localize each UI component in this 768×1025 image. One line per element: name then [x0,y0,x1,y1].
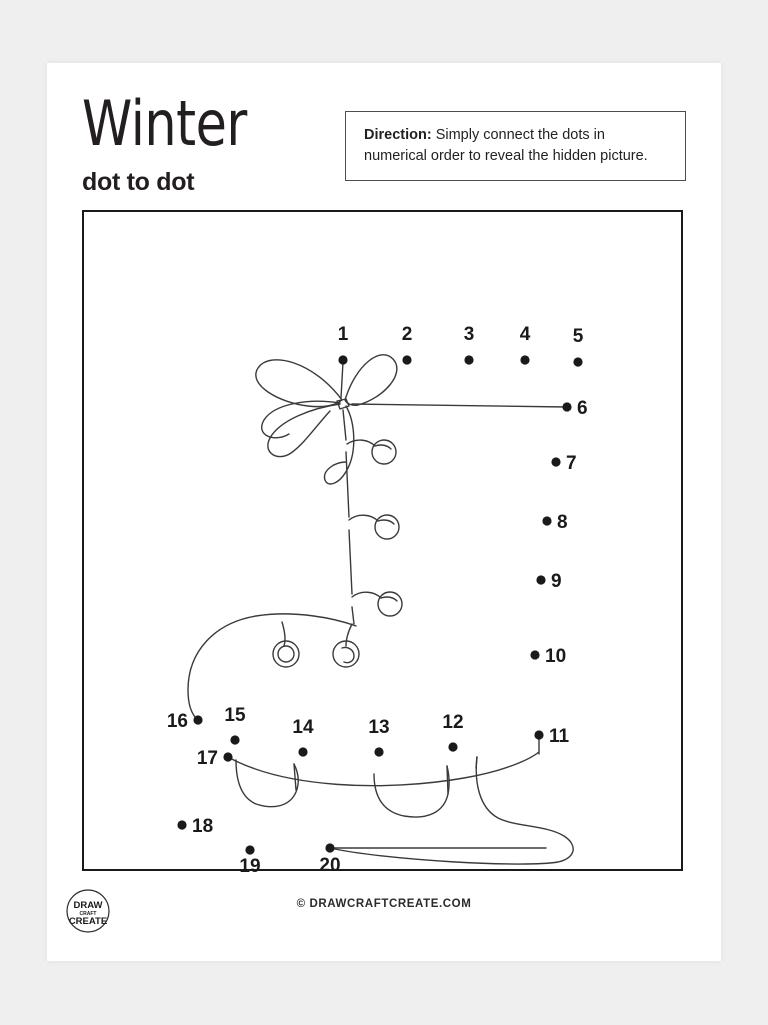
dot-marker[interactable] [230,735,239,744]
eyelet-1-ring [372,440,396,464]
dot-7[interactable] [551,453,576,474]
dot-label: 15 [224,705,246,726]
dot-marker[interactable] [223,752,232,761]
page-title: Winter [82,88,247,161]
dot-label: 2 [401,324,413,345]
dot-label: 11 [549,726,570,747]
dot-marker[interactable] [551,457,560,466]
dot-marker[interactable] [520,355,529,364]
dot-label: 12 [442,712,464,733]
collar-eyelet-a-stem [282,622,285,646]
dot-13[interactable] [368,717,389,757]
bow-tail-right [325,406,354,484]
dot-marker[interactable] [530,650,539,659]
direction-label: Direction: [364,127,432,143]
dot-9[interactable] [536,571,561,592]
skate-outline [188,355,573,864]
eyelet-3-inner [381,597,397,601]
dot-marker[interactable] [562,402,571,411]
eyelet-2-band [349,515,378,521]
draw-craft-create-logo-icon [65,888,111,934]
direction-text [364,125,669,166]
dot-8[interactable] [542,512,567,533]
dot-label: 1 [337,324,349,345]
dot-19[interactable] [239,845,260,873]
logo-line3: CREATE [68,916,108,927]
worksheet-header [47,63,721,210]
collar-eyelet-a-inner [278,646,294,662]
dot-label: 3 [463,324,475,345]
footer-website-url: © DRAWCRAFTCREATE.COM [296,898,472,910]
dot-1[interactable] [338,324,349,365]
puzzle-frame [82,210,683,871]
boot-tongue-edge-lower [352,607,354,624]
eyelet-1-band [347,440,375,446]
lace-top-strand [341,362,343,398]
dot-10[interactable] [530,646,566,667]
dot-marker[interactable] [245,845,254,854]
dot-marker[interactable] [374,747,383,756]
blade-support-left [236,760,298,807]
dot-marker[interactable] [402,355,411,364]
dot-label: 6 [577,398,588,419]
worksheet-sheet [47,63,721,961]
boot-sole-curve [228,752,539,786]
dot-label: 13 [368,717,390,738]
eyelet-3-ring [378,592,402,616]
dot-18[interactable] [177,816,213,837]
dot-label: 9 [551,571,562,592]
dot-to-dot-illustration [84,212,685,873]
blade-support-right [374,766,449,817]
dot-3[interactable] [464,324,475,365]
dot-marker[interactable] [534,730,543,739]
dot-marker[interactable] [193,715,202,724]
bow-loop-right-upper [345,355,397,405]
dot-label: 18 [192,816,214,837]
collar-eyelet-a-ring [273,641,299,667]
dot-label: 10 [545,646,567,667]
eyelet-3-band [352,592,381,598]
dot-label: 4 [519,324,531,345]
eyelet-2-inner [378,520,394,524]
lace-line-to-dot6 [352,404,567,407]
dot-16[interactable] [167,711,203,732]
lace-strand-upper [343,410,346,440]
dot-4[interactable] [520,324,531,365]
dot-label: 8 [557,512,568,533]
direction-body: Simply connect the dots in numerical order to reveal the hidden picture. [364,127,648,164]
dot-marker[interactable] [542,516,551,525]
dot-14[interactable] [292,717,314,757]
boot-top-curve [188,614,356,720]
logo-line2: CRAFT [79,911,97,917]
dot-label: 16 [166,711,188,732]
dot-label: 17 [196,748,218,769]
dot-6[interactable] [562,398,587,419]
dot-17[interactable] [197,748,233,769]
dot-15[interactable] [224,705,246,745]
dot-marker[interactable] [573,357,582,366]
page-subtitle: dot to dot [82,168,195,196]
eyelet-2-ring [375,515,399,539]
dot-label: 19 [239,856,261,873]
boot-tongue-edge-upper [346,452,349,517]
dot-marker[interactable] [536,575,545,584]
dot-marker[interactable] [177,820,186,829]
dot-marker[interactable] [338,355,347,364]
title-block [82,88,254,197]
dot-label: 7 [566,453,577,474]
dot-marker[interactable] [448,742,457,751]
dot-marker[interactable] [464,355,473,364]
dot-label: 20 [319,855,341,873]
worksheet-footer [47,871,721,961]
dot-marker[interactable] [325,843,334,852]
boot-tongue-edge-mid [349,530,352,594]
bow-loop-left-upper [256,360,342,407]
eyelet-1-inner [375,445,391,449]
blade-heel-riser [476,757,477,768]
dot-12[interactable] [442,712,463,752]
collar-eyelet-b-inner [342,647,354,662]
logo-line1: DRAW [73,900,103,911]
dot-label: 5 [572,326,584,347]
direction-box [345,111,686,181]
dot-marker[interactable] [298,747,307,756]
dot-label: 14 [292,717,314,738]
dot-2[interactable] [402,324,413,365]
blade-support-right-post [447,766,448,794]
bow-tail-left [268,404,340,457]
dot-5[interactable] [573,326,584,367]
